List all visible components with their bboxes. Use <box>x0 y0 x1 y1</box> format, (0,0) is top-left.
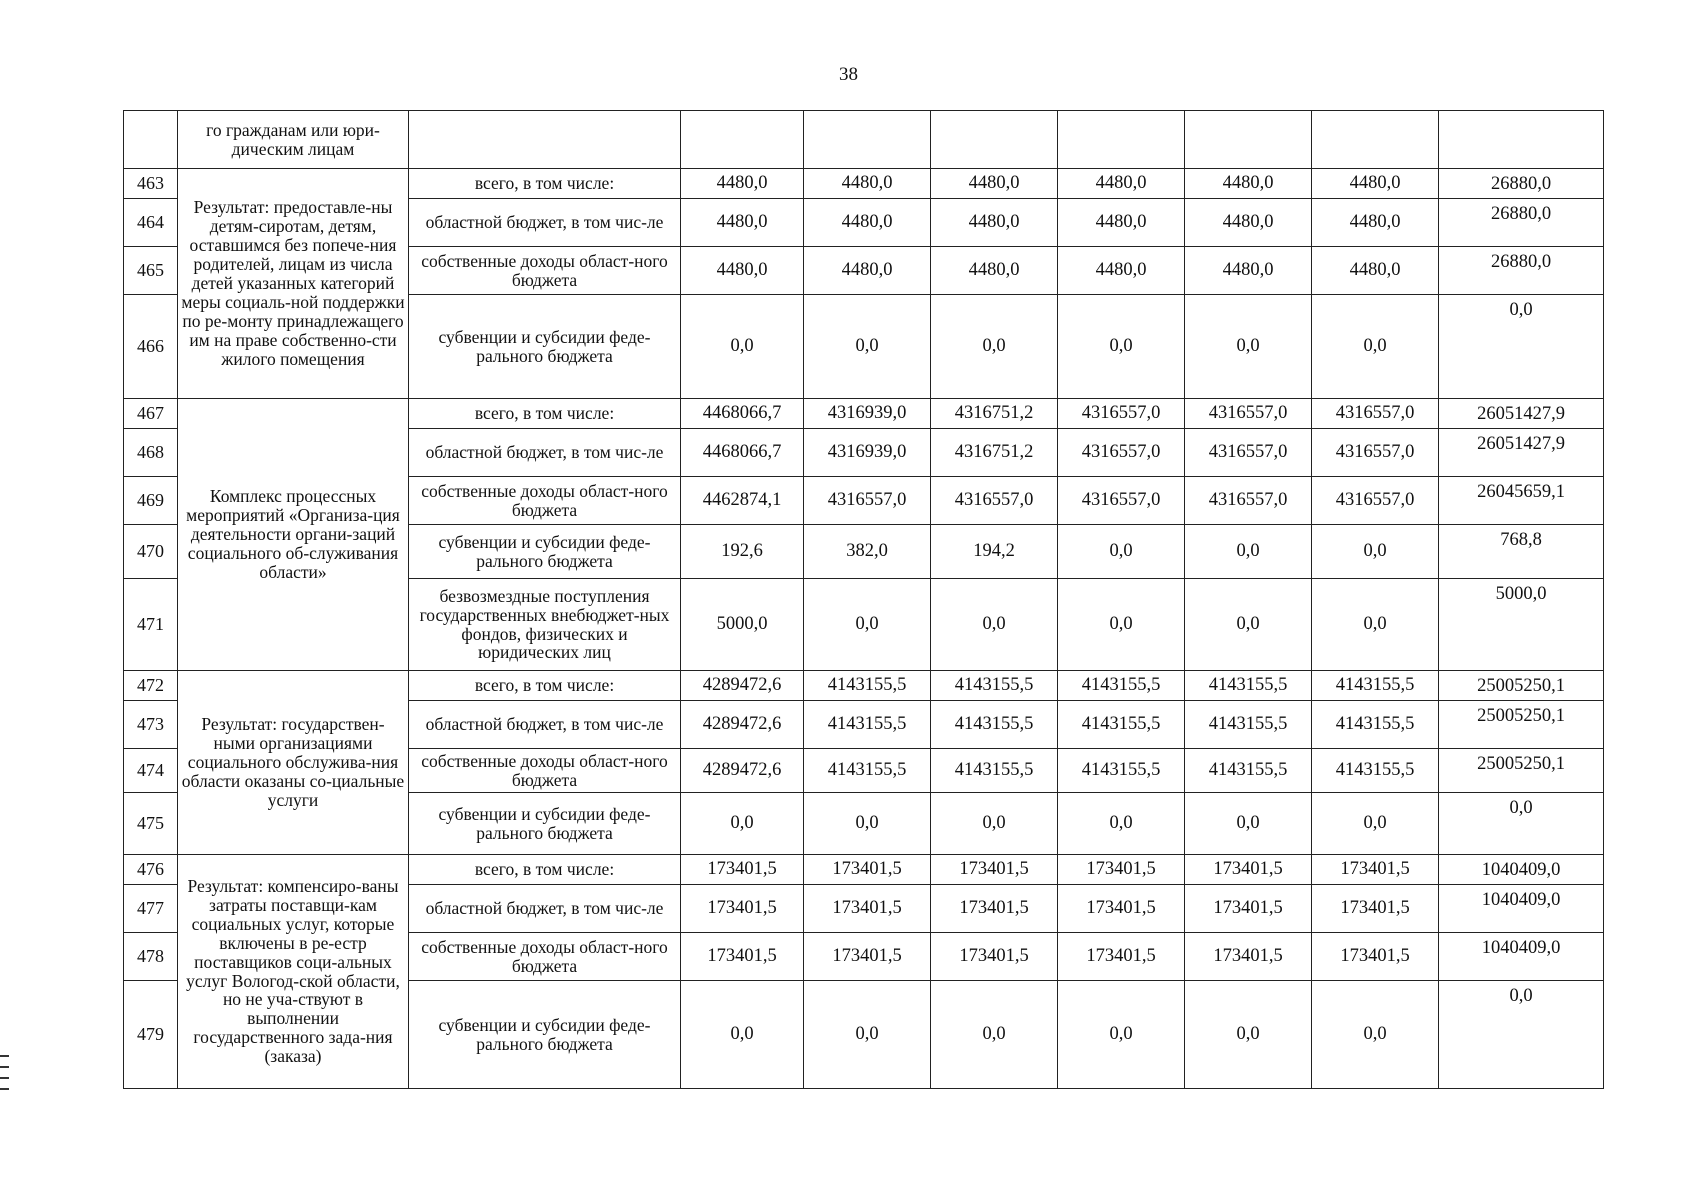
row-number-cell: 475 <box>124 793 178 855</box>
table-row <box>124 169 1604 199</box>
value-cell: 0,0 <box>1312 525 1439 579</box>
total-value-cell: 26880,0 <box>1439 199 1604 247</box>
source-cell: собственные доходы област-ного бюджета <box>409 477 681 525</box>
value-cell: 4316939,0 <box>804 399 931 429</box>
value-cell: 4480,0 <box>1058 169 1185 199</box>
source-cell: собственные доходы област-ного бюджета <box>409 247 681 295</box>
description-cell: Комплекс процессных мероприятий «Организа-ция деятельности органи-заций социального об-служивания области» <box>178 399 409 671</box>
value-cell: 0,0 <box>1185 579 1312 671</box>
value-cell: 0,0 <box>804 981 931 1089</box>
value-cell: 4143155,5 <box>931 701 1058 749</box>
value-cell: 4143155,5 <box>1058 671 1185 701</box>
description-cell: го гражданам или юри-дическим лицам <box>178 111 409 169</box>
description-cell: Результат: компенсиро-ваны затраты поставщи-кам социальных услуг, которые включены в ре-естр поставщиков соци-альных услуг Вологод-ской области, но не уча-ствуют в выполнении государственного зада-ния (заказа) <box>178 855 409 1089</box>
value-cell: 0,0 <box>1312 295 1439 399</box>
value-cell: 4468066,7 <box>681 429 804 477</box>
row-number-cell: 479 <box>124 981 178 1089</box>
source-cell: всего, в том числе: <box>409 671 681 701</box>
value-cell: 4289472,6 <box>681 749 804 793</box>
row-number-cell: 472 <box>124 671 178 701</box>
total-value-cell: 1040409,0 <box>1439 933 1604 981</box>
total-value-cell: 26051427,9 <box>1439 429 1604 477</box>
row-number-cell: 463 <box>124 169 178 199</box>
row-number-cell: 477 <box>124 885 178 933</box>
total-value-cell: 26051427,9 <box>1439 399 1604 429</box>
value-cell: 0,0 <box>804 295 931 399</box>
value-cell: 4316557,0 <box>1058 399 1185 429</box>
total-value-cell: 5000,0 <box>1439 579 1604 671</box>
row-number-cell: 471 <box>124 579 178 671</box>
value-cell: 4468066,7 <box>681 399 804 429</box>
value-cell: 0,0 <box>681 295 804 399</box>
value-cell: 0,0 <box>931 295 1058 399</box>
value-cell: 4143155,5 <box>1058 701 1185 749</box>
value-cell: 173401,5 <box>1185 933 1312 981</box>
value-cell: 173401,5 <box>1185 885 1312 933</box>
value-cell: 0,0 <box>931 981 1058 1089</box>
value-cell: 0,0 <box>1058 981 1185 1089</box>
value-cell: 4143155,5 <box>1312 749 1439 793</box>
value-cell: 4316939,0 <box>804 429 931 477</box>
source-cell: областной бюджет, в том чис-ле <box>409 199 681 247</box>
row-number-cell: 464 <box>124 199 178 247</box>
value-cell: 0,0 <box>1185 793 1312 855</box>
value-cell: 4289472,6 <box>681 671 804 701</box>
value-cell: 4316557,0 <box>1185 399 1312 429</box>
value-cell: 4316557,0 <box>1058 429 1185 477</box>
value-cell: 173401,5 <box>931 855 1058 885</box>
value-cell: 173401,5 <box>681 933 804 981</box>
value-cell: 4480,0 <box>1185 169 1312 199</box>
source-cell: областной бюджет, в том чис-ле <box>409 885 681 933</box>
table-row <box>124 671 1604 701</box>
description-cell: Результат: предоставле-ны детям-сиротам, детям, оставшимся без попече-ния родителей, лицам из числа детей указанных категорий меры социаль-ной поддержки по ре-монту принадлежащего им на праве собственно-сти жилого помещения <box>178 169 409 399</box>
value-cell: 0,0 <box>1058 295 1185 399</box>
value-cell: 4316751,2 <box>931 429 1058 477</box>
value-cell: 4143155,5 <box>1312 701 1439 749</box>
value-cell <box>804 111 931 169</box>
source-cell: собственные доходы област-ного бюджета <box>409 749 681 793</box>
row-number-cell: 469 <box>124 477 178 525</box>
row-number-cell: 473 <box>124 701 178 749</box>
value-cell: 4462874,1 <box>681 477 804 525</box>
total-value-cell: 768,8 <box>1439 525 1604 579</box>
value-cell: 4480,0 <box>1312 247 1439 295</box>
value-cell: 4480,0 <box>1058 199 1185 247</box>
source-cell: областной бюджет, в том чис-ле <box>409 701 681 749</box>
value-cell: 4480,0 <box>804 247 931 295</box>
total-value-cell: 0,0 <box>1439 793 1604 855</box>
value-cell: 4143155,5 <box>931 749 1058 793</box>
value-cell: 0,0 <box>681 981 804 1089</box>
value-cell: 0,0 <box>804 793 931 855</box>
value-cell: 0,0 <box>931 579 1058 671</box>
table-row <box>124 399 1604 429</box>
row-number-cell: 474 <box>124 749 178 793</box>
source-cell: безвозмездные поступления государственных внебюджет-ных фондов, физических и юридических лиц <box>409 579 681 671</box>
page-number: 38 <box>839 64 858 85</box>
total-value-cell: 26045659,1 <box>1439 477 1604 525</box>
value-cell: 4316751,2 <box>931 399 1058 429</box>
value-cell: 4143155,5 <box>804 701 931 749</box>
total-value-cell: 1040409,0 <box>1439 885 1604 933</box>
total-value-cell: 0,0 <box>1439 981 1604 1089</box>
value-cell: 4143155,5 <box>804 749 931 793</box>
value-cell: 192,6 <box>681 525 804 579</box>
row-number-cell <box>124 111 178 169</box>
value-cell: 0,0 <box>1185 295 1312 399</box>
source-cell: всего, в том числе: <box>409 855 681 885</box>
source-cell: всего, в том числе: <box>409 399 681 429</box>
table-row <box>124 855 1604 885</box>
value-cell: 0,0 <box>1312 981 1439 1089</box>
value-cell: 382,0 <box>804 525 931 579</box>
row-number-cell: 468 <box>124 429 178 477</box>
source-cell <box>409 111 681 169</box>
value-cell: 173401,5 <box>1058 933 1185 981</box>
value-cell: 4480,0 <box>804 199 931 247</box>
value-cell: 173401,5 <box>804 933 931 981</box>
value-cell: 4480,0 <box>804 169 931 199</box>
value-cell: 4316557,0 <box>1058 477 1185 525</box>
value-cell: 4316557,0 <box>1312 477 1439 525</box>
value-cell: 0,0 <box>1058 579 1185 671</box>
value-cell: 0,0 <box>1312 793 1439 855</box>
value-cell <box>1185 111 1312 169</box>
source-cell: субвенции и субсидии феде-рального бюджета <box>409 981 681 1089</box>
value-cell: 4480,0 <box>681 169 804 199</box>
table-body <box>124 111 1604 1089</box>
value-cell: 173401,5 <box>1312 855 1439 885</box>
total-value-cell: 0,0 <box>1439 295 1604 399</box>
value-cell: 4480,0 <box>1185 199 1312 247</box>
value-cell: 173401,5 <box>681 855 804 885</box>
source-cell: областной бюджет, в том чис-ле <box>409 429 681 477</box>
row-number-cell: 470 <box>124 525 178 579</box>
source-cell: субвенции и субсидии феде-рального бюджета <box>409 525 681 579</box>
value-cell: 173401,5 <box>1185 855 1312 885</box>
value-cell: 0,0 <box>1058 525 1185 579</box>
value-cell: 0,0 <box>681 793 804 855</box>
value-cell: 0,0 <box>1185 525 1312 579</box>
value-cell: 0,0 <box>1185 981 1312 1089</box>
total-value-cell: 25005250,1 <box>1439 671 1604 701</box>
value-cell: 4289472,6 <box>681 701 804 749</box>
value-cell: 4143155,5 <box>931 671 1058 701</box>
source-cell: субвенции и субсидии феде-рального бюджета <box>409 295 681 399</box>
source-cell: субвенции и субсидии феде-рального бюджета <box>409 793 681 855</box>
value-cell <box>931 111 1058 169</box>
value-cell: 173401,5 <box>931 885 1058 933</box>
value-cell: 4316557,0 <box>931 477 1058 525</box>
row-number-cell: 466 <box>124 295 178 399</box>
value-cell: 4480,0 <box>1058 247 1185 295</box>
value-cell <box>1439 111 1604 169</box>
total-value-cell: 26880,0 <box>1439 169 1604 199</box>
value-cell: 173401,5 <box>681 885 804 933</box>
total-value-cell: 25005250,1 <box>1439 701 1604 749</box>
description-cell: Результат: государствен-ными организациями социального обслужива-ния области оказаны со-циальные услуги <box>178 671 409 855</box>
value-cell: 173401,5 <box>1312 933 1439 981</box>
value-cell: 173401,5 <box>931 933 1058 981</box>
value-cell <box>1312 111 1439 169</box>
value-cell: 0,0 <box>1312 579 1439 671</box>
row-number-cell: 476 <box>124 855 178 885</box>
value-cell: 5000,0 <box>681 579 804 671</box>
row-number-cell: 465 <box>124 247 178 295</box>
budget-table <box>123 110 1604 1089</box>
value-cell: 4143155,5 <box>1185 749 1312 793</box>
value-cell: 4480,0 <box>681 199 804 247</box>
value-cell: 4480,0 <box>1312 169 1439 199</box>
value-cell: 173401,5 <box>804 885 931 933</box>
value-cell: 4480,0 <box>931 169 1058 199</box>
value-cell: 194,2 <box>931 525 1058 579</box>
table-row-continuation <box>124 111 1604 169</box>
scan-edge-marks <box>0 1055 10 1105</box>
total-value-cell: 25005250,1 <box>1439 749 1604 793</box>
total-value-cell: 26880,0 <box>1439 247 1604 295</box>
row-number-cell: 467 <box>124 399 178 429</box>
value-cell: 4316557,0 <box>1312 429 1439 477</box>
value-cell: 4316557,0 <box>1185 477 1312 525</box>
value-cell: 173401,5 <box>1312 885 1439 933</box>
value-cell: 0,0 <box>804 579 931 671</box>
value-cell: 4316557,0 <box>804 477 931 525</box>
value-cell: 4143155,5 <box>1185 701 1312 749</box>
value-cell: 173401,5 <box>1058 855 1185 885</box>
value-cell: 4143155,5 <box>804 671 931 701</box>
value-cell: 4480,0 <box>681 247 804 295</box>
value-cell: 4316557,0 <box>1312 399 1439 429</box>
value-cell: 0,0 <box>931 793 1058 855</box>
value-cell: 4316557,0 <box>1185 429 1312 477</box>
source-cell: собственные доходы област-ного бюджета <box>409 933 681 981</box>
value-cell <box>681 111 804 169</box>
row-number-cell: 478 <box>124 933 178 981</box>
total-value-cell: 1040409,0 <box>1439 855 1604 885</box>
source-cell: всего, в том числе: <box>409 169 681 199</box>
value-cell: 4480,0 <box>1185 247 1312 295</box>
value-cell: 4143155,5 <box>1185 671 1312 701</box>
value-cell: 4143155,5 <box>1058 749 1185 793</box>
value-cell: 4480,0 <box>931 199 1058 247</box>
value-cell: 4143155,5 <box>1312 671 1439 701</box>
value-cell: 173401,5 <box>1058 885 1185 933</box>
value-cell <box>1058 111 1185 169</box>
value-cell: 0,0 <box>1058 793 1185 855</box>
value-cell: 173401,5 <box>804 855 931 885</box>
value-cell: 4480,0 <box>931 247 1058 295</box>
value-cell: 4480,0 <box>1312 199 1439 247</box>
